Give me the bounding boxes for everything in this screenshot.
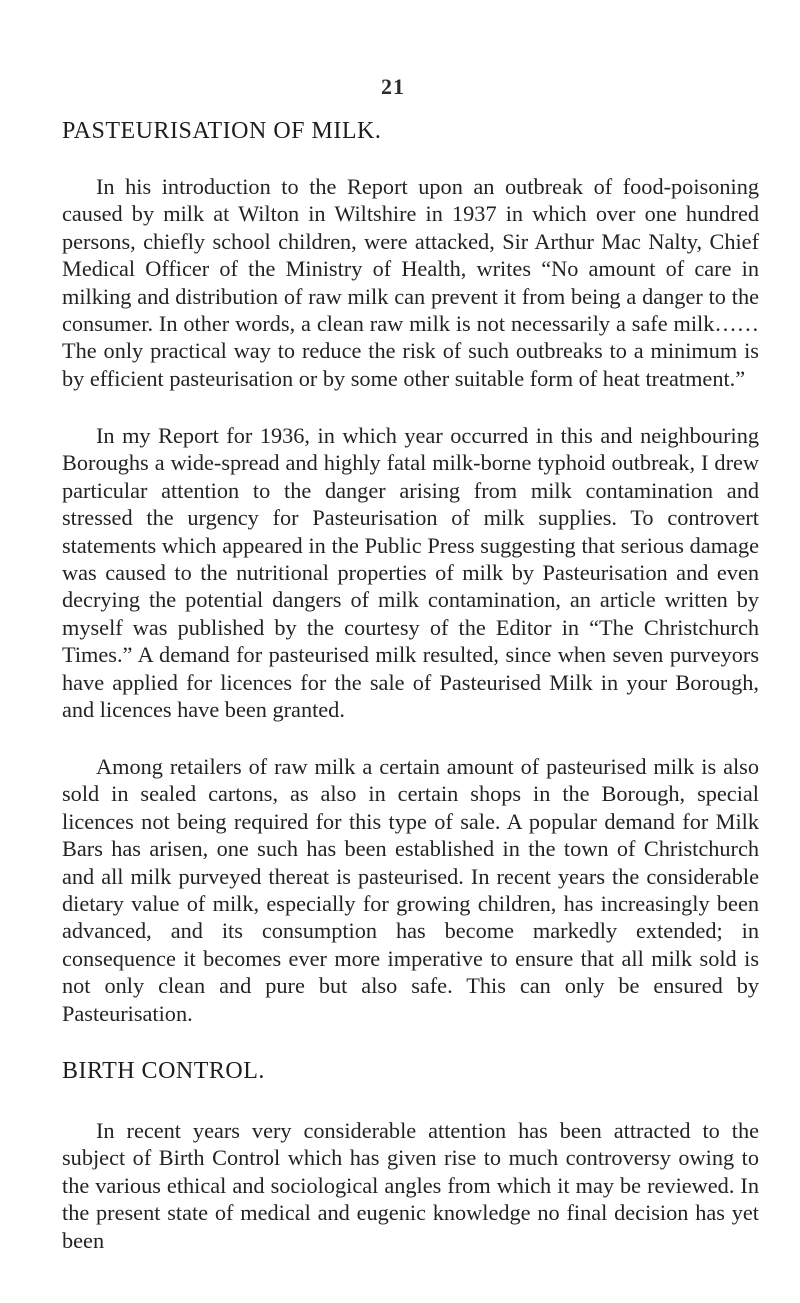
section-heading-birth-control: BIRTH CONTROL.: [62, 1058, 265, 1084]
section-heading-pasteurisation: PASTEURISATION OF MILK.: [62, 118, 382, 144]
paragraph: In my Report for 1936, in which year occurred in this and neighbouring Boroughs a wide-spread and highly fatal milk-borne typhoid outbreak, I drew particular attention to the danger arising from milk contamination and stressed the urgency for Pasteurisation of milk supplies. To controvert statements which appeared in the Public Press suggesting that serious damage was caused to the nutritional properties of milk by Pasteurisation and even decrying the potential dangers of milk contamination, an article written by myself was published by the courtesy of the Editor in “The Christchurch Times.” A demand for pasteurised milk resulted, since when seven purveyors have applied for licences for the sale of Pasteurised Milk in your Borough, and licences have been granted.: [62, 423, 759, 723]
paragraph: Among retailers of raw milk a certain amount of pasteurised milk is also sold in sealed cartons, as also in certain shops in the Borough, special licences not being required for this type of sale. A popular demand for Milk Bars has arisen, one such has been established in the town of Christchurch and all milk purveyed thereat is pasteurised. In recent years the considerable dietary value of milk, especially for growing children, has increasingly been advanced, and its consumption has become markedly extended; in consequence it becomes ever more imperative to ensure that all milk sold is not only clean and pure but also safe. This can only be ensured by Pasteurisation.: [62, 754, 759, 1026]
paragraph: In recent years very considerable attention has been attracted to the subject of Birth Control which has given rise to much controversy owing to the various ethical and sociological angles from which it may be reviewed. In the present state of medical and eugenic knowledge no final decision has yet been: [62, 1118, 759, 1253]
page-number: 21: [381, 74, 405, 99]
paragraph: In his introduction to the Report upon an outbreak of food-poisoning caused by milk at Wilton in Wiltshire in 1937 in which over one hundred persons, chiefly school children, were attacked, Sir Arthur Mac Nalty, Chief Medical Officer of the Ministry of Health, writes “No amount of care in milking and distribution of raw milk can prevent it from being a danger to the consumer. In other words, a clean raw milk is not necessarily a safe milk……The only practical way to reduce the risk of such outbreaks to a minimum is by efficient pasteurisation or by some other suitable form of heat treatment.”: [62, 174, 759, 391]
